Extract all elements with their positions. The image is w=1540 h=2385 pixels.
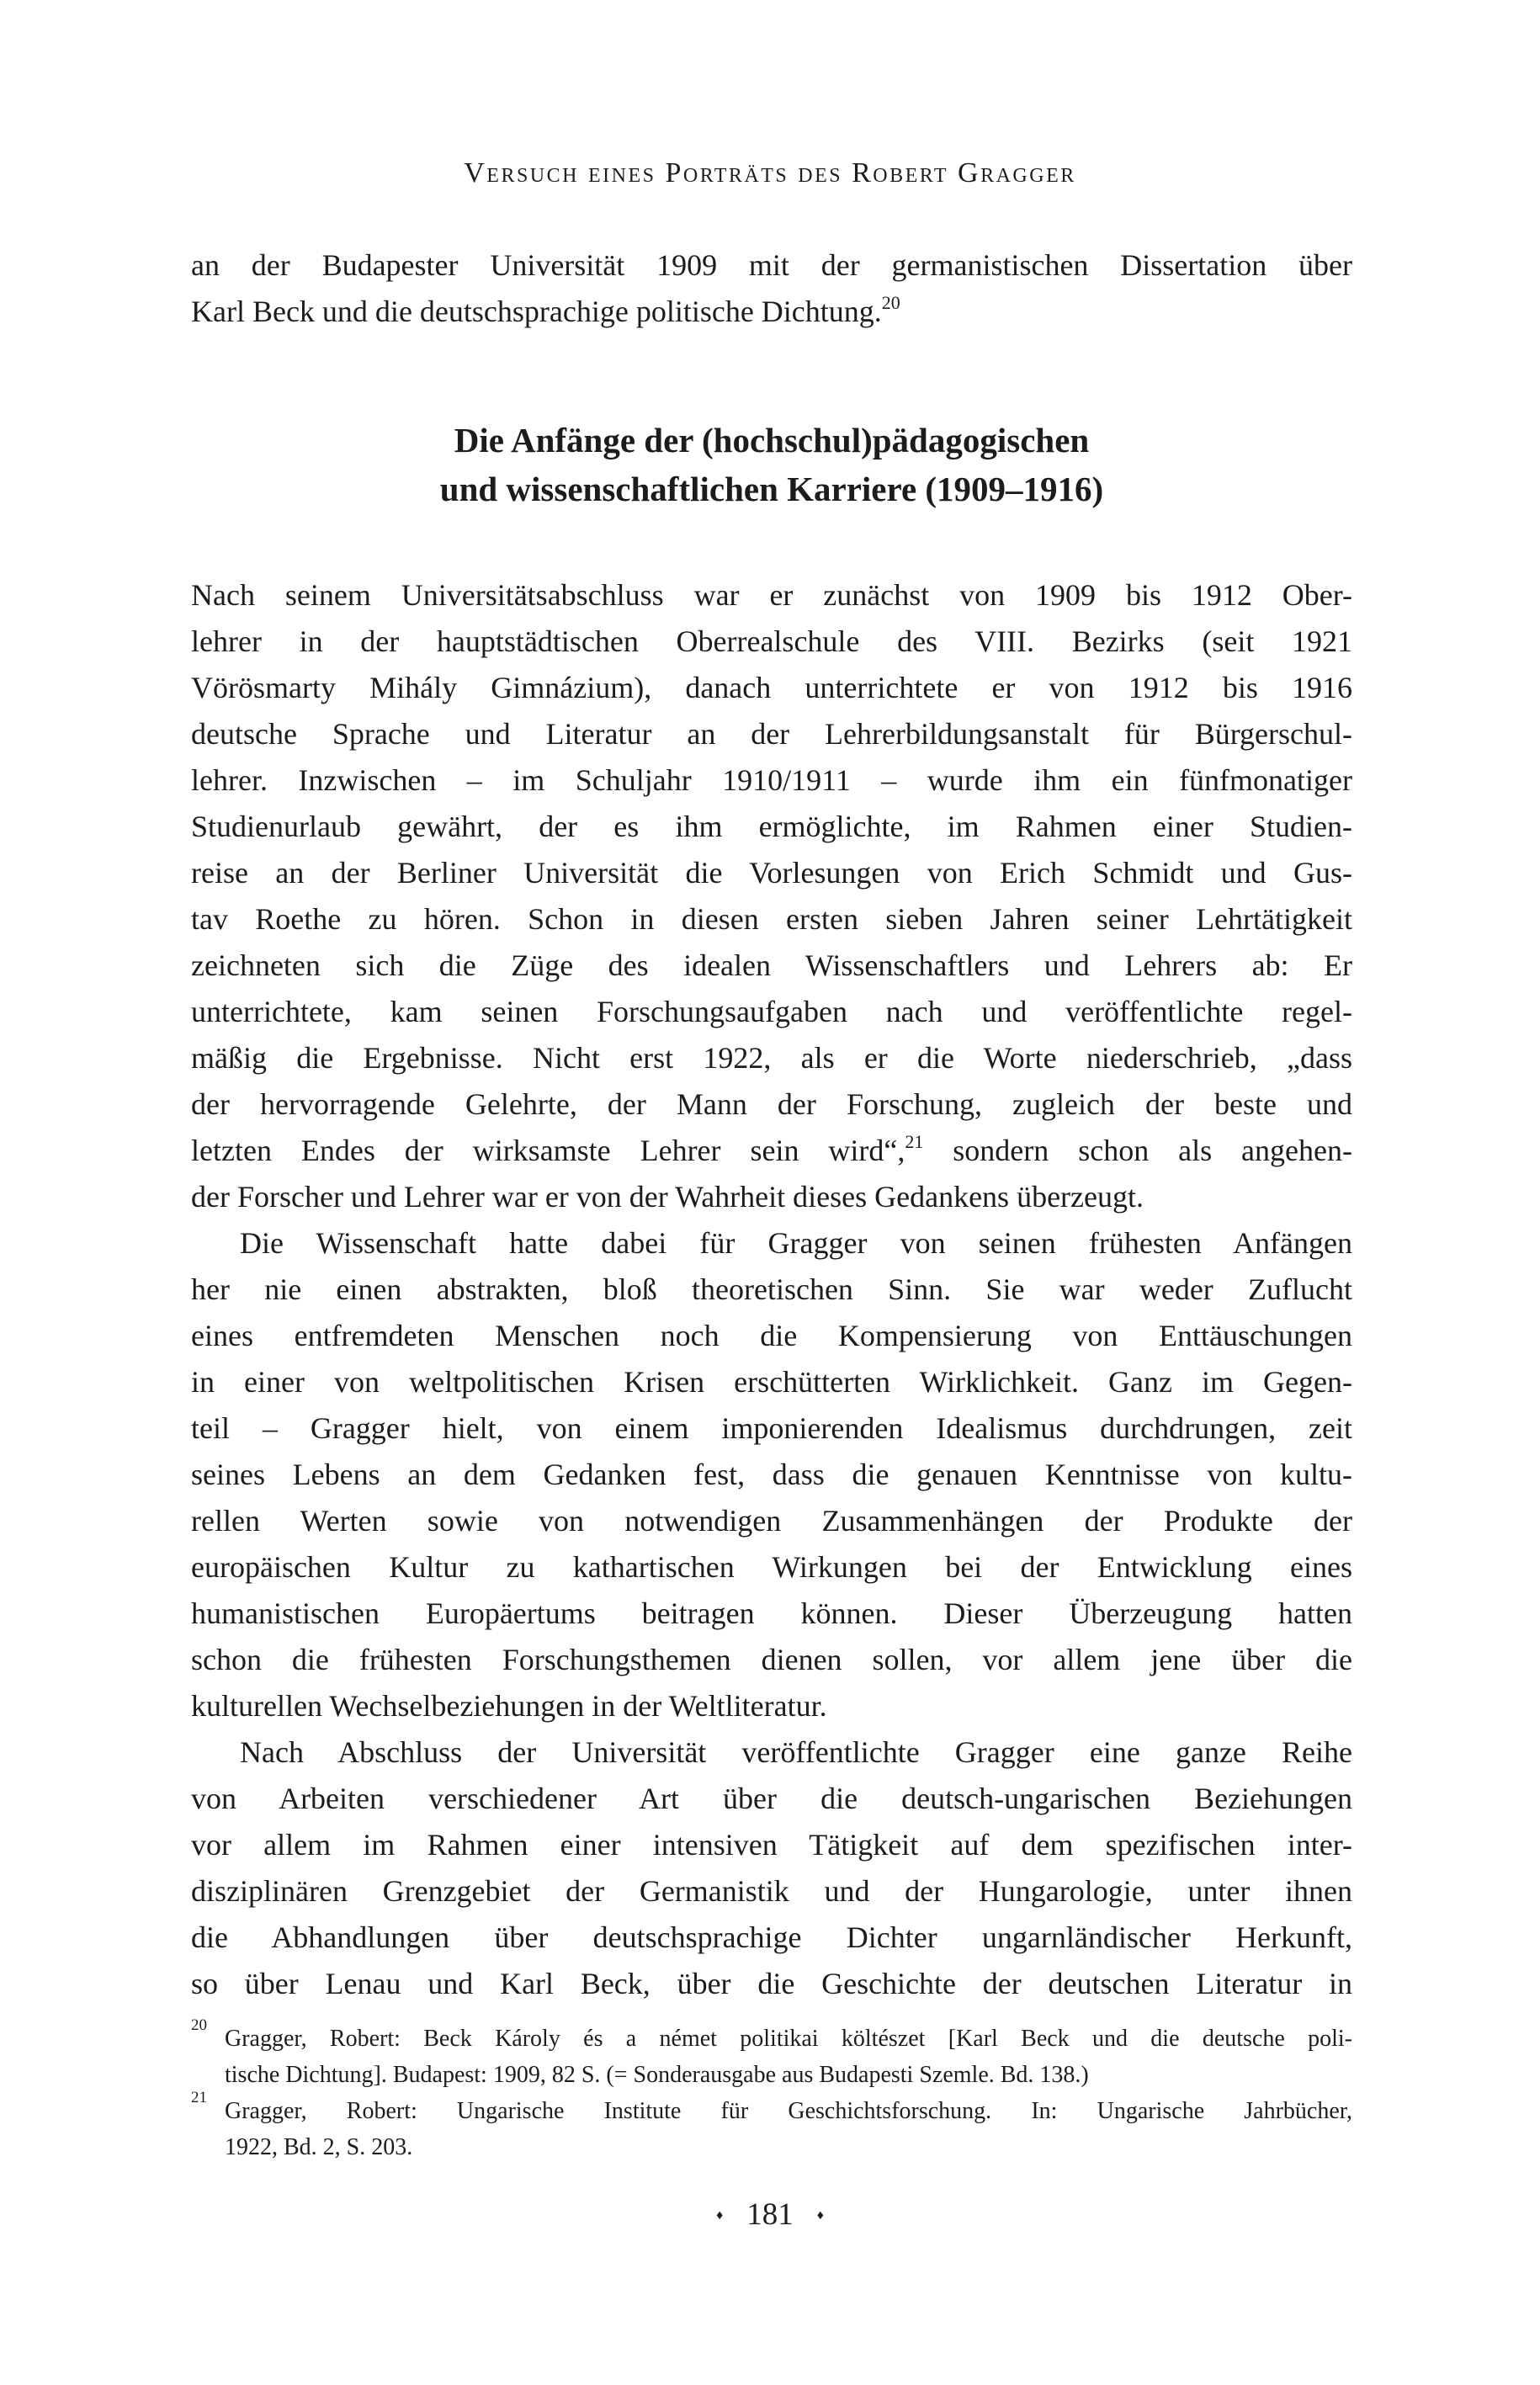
text-line: seines Lebens an dem Gedanken fest, dass die genauen Kenntnisse von kultu- <box>191 1458 1352 1491</box>
text-line: die Abhandlungen über deutschsprachige Dichter ungarnländischer Herkunft, <box>191 1920 1352 1954</box>
body-paragraph <box>191 1729 1352 2007</box>
text-line: zeichneten sich die Züge des idealen Wissenschaftlers und Lehrers ab: Er <box>191 948 1352 982</box>
footnote <box>191 2089 1352 2165</box>
text-line: kulturellen Wechselbeziehungen in der Weltliteratur. <box>191 1689 827 1723</box>
text-line: letzten Endes der wirksamste Lehrer sein wird“,$^{21}$ sondern schon als angehen- <box>191 1131 1352 1167</box>
text-line: so über Lenau und Karl Beck, über die Geschichte der deutschen Literatur in <box>191 1967 1352 2000</box>
text-line: unterrichtete, kam seinen Forschungsaufgaben nach und veröffentlichte regel- <box>191 995 1352 1028</box>
text-line: Die Wissenschaft hatte dabei für Gragger von seinen frühesten Anfängen <box>240 1226 1352 1260</box>
text-line: tav Roethe zu hören. Schon in diesen ersten sieben Jahren seiner Lehrtätigkeit <box>191 902 1352 936</box>
text-line: der Forscher und Lehrer war er von der Wahrheit dieses Gedankens überzeugt. <box>191 1180 1144 1214</box>
text-line: humanistischen Europäertums beitragen können. Dieser Überzeugung hatten <box>191 1596 1352 1630</box>
text-line: Nach seinem Universitätsabschluss war er zunächst von 1909 bis 1912 Ober- <box>191 578 1352 612</box>
body-paragraphs <box>191 572 1352 2007</box>
section-heading <box>191 416 1352 513</box>
footer-diamond-icon: ♦ <box>816 2208 824 2223</box>
text-line: reise an der Berliner Universität die Vorlesungen von Erich Schmidt und Gus- <box>191 856 1352 890</box>
text-line: tische Dichtung]. Budapest: 1909, 82 S. (= Sonderausgabe aus Budapesti Szemle. Bd. 138.) <box>225 2062 1089 2088</box>
text-line: in einer von weltpolitischen Krisen erschütterten Wirklichkeit. Ganz im Gegen- <box>191 1365 1352 1399</box>
text-column <box>191 242 1352 2165</box>
text-line: mäßig die Ergebnisse. Nicht erst 1922, als er die Worte niederschrieb, „dass <box>191 1041 1352 1075</box>
text-line: Nach Abschluss der Universität veröffentlichte Gragger eine ganze Reihe <box>240 1735 1352 1769</box>
text-line: disziplinären Grenzgebiet der Germanistik und der Hungarologie, unter ihnen <box>191 1874 1352 1908</box>
footer-diamond-icon: ♦ <box>716 2208 724 2223</box>
text-line: Gragger, Robert: Beck Károly és a német politikai költészet [Karl Beck und die deutsche poli- <box>225 2026 1352 2052</box>
page-footer <box>0 2196 1540 2234</box>
text-line: Studienurlaub gewährt, der es ihm ermöglichte, im Rahmen einer Studien- <box>191 810 1352 843</box>
text-line: lehrer. Inzwischen – im Schuljahr 1910/1911 – wurde ihm ein fünfmonatiger <box>191 763 1352 797</box>
section-heading-line-2: und wissenschaftlichen Karriere (1909–1916) <box>439 470 1104 508</box>
text-line: 1922, Bd. 2, S. 203. <box>225 2134 413 2160</box>
intro-paragraph <box>191 242 1352 335</box>
text-line: her nie einen abstrakten, bloß theoretischen Sinn. Sie war weder Zuflucht <box>191 1272 1352 1306</box>
text-line: deutsche Sprache und Literatur an der Lehrerbildungsanstalt für Bürgerschul- <box>191 717 1352 751</box>
text-line: schon die frühesten Forschungsthemen dienen sollen, vor allem jene über die <box>191 1643 1352 1676</box>
text-line: der hervorragende Gelehrte, der Mann der Forschung, zugleich der beste und <box>191 1087 1352 1121</box>
text-line: rellen Werten sowie von notwendigen Zusammenhängen der Produkte der <box>191 1504 1352 1538</box>
text-line: teil – Gragger hielt, von einem imponierenden Idealismus durchdrungen, zeit <box>191 1411 1352 1445</box>
text-line: Gragger, Robert: Ungarische Institute für Geschichtsforschung. In: Ungarische Jahrbücher, <box>225 2098 1352 2124</box>
body-paragraph <box>191 572 1352 1220</box>
text-line: vor allem im Rahmen einer intensiven Tätigkeit auf dem spezifischen inter- <box>191 1828 1352 1862</box>
text-line: eines entfremdeten Menschen noch die Kompensierung von Enttäuschungen <box>191 1319 1352 1352</box>
text-line: an der Budapester Universität 1909 mit der germanistischen Dissertation über <box>191 248 1352 282</box>
footnotes-block <box>191 2016 1352 2165</box>
text-line: Karl Beck und die deutschsprachige politische Dichtung.$^{20}$ <box>191 292 900 328</box>
footnote-marker: 20 <box>191 2016 207 2034</box>
text-line: lehrer in der hauptstädtischen Oberrealschule des VIII. Bezirks (seit 1921 <box>191 624 1352 658</box>
footnote <box>191 2016 1352 2093</box>
text-line: von Arbeiten verschiedener Art über die deutsch-ungarischen Beziehungen <box>191 1782 1352 1815</box>
footnote-ref: 21 <box>905 1131 924 1152</box>
text-line: europäischen Kultur zu kathartischen Wirkungen bei der Entwicklung eines <box>191 1550 1352 1584</box>
footnote-marker: 21 <box>191 2089 207 2106</box>
page-number: 181 <box>746 2197 794 2232</box>
footnote-ref: 20 <box>881 292 900 313</box>
section-heading-line-1: Die Anfänge der (hochschul)pädagogischen <box>454 421 1090 459</box>
body-paragraph <box>191 1220 1352 1729</box>
text-line: Vörösmarty Mihály Gimnázium), danach unterrichtete er von 1912 bis 1916 <box>191 671 1352 704</box>
running-header: Versuch eines Porträts des Robert Gragger <box>464 157 1076 189</box>
